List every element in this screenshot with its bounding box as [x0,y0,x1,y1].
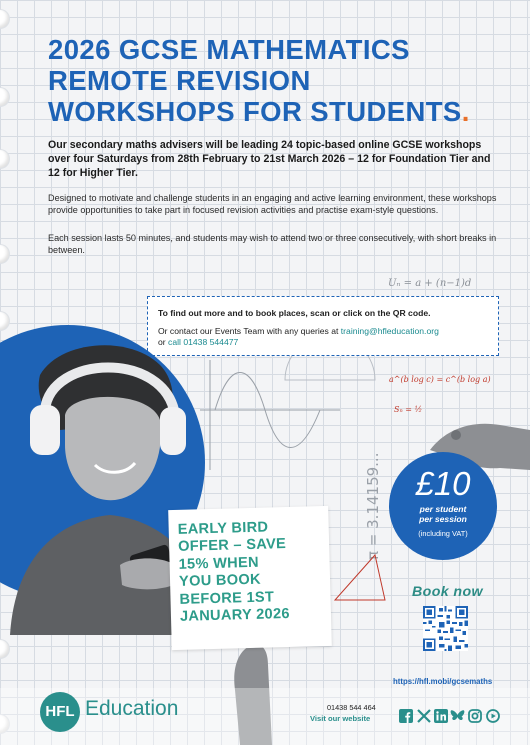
price-amount: £10 [415,465,471,502]
bluesky-icon[interactable] [450,708,465,723]
formula-sequence: Uₙ = a + (n−1)d [388,278,472,289]
instagram-icon[interactable] [467,708,482,723]
hfl-logo [40,692,80,732]
title-line: WORKSHOPS FOR STUDENTS [48,96,462,127]
price-vat: (including VAT) [418,529,468,538]
facebook-icon[interactable] [398,708,413,723]
lead-paragraph: Our secondary maths advisers will be leading 24 topic-based online GCSE workshops over four Saturdays from 28th February to 21st March 2026 – 12 for Foundation Tier and 12 for Higher Tier. [48,139,491,179]
offer-line: OFFER – SAVE [177,536,287,556]
qr-code[interactable] [423,606,468,651]
youtube-icon[interactable] [485,708,500,723]
book-now-heading: Book now [412,584,483,600]
early-bird-note [168,506,332,650]
session-paragraph: Each session lasts 50 minutes, and students may wish to attend two or three consecutively, with short breaks in between. [48,233,497,255]
price-per-session: per session [419,514,467,524]
offer-line: EARLY BIRD [177,519,269,538]
price-badge [389,452,497,560]
title-line: 2026 GCSE MATHEMATICS [48,34,410,65]
pi-note: π = 3.14159... [364,452,382,560]
offer-line: JANUARY 2026 [179,606,291,625]
x-icon[interactable] [416,708,431,723]
formula-log: a^(b log c) = c^(b log a) [389,375,491,384]
offer-line: BEFORE 1ST [179,589,275,608]
offer-line: 15% WHEN [178,554,260,573]
offer-line: YOU BOOK [178,571,262,591]
contact-or: or [158,337,166,347]
brand-name: Education [85,697,179,720]
triangle-sketch [335,555,385,600]
contact-prefix: Or contact our Events Team with any queries at [158,326,339,336]
sine-graph [200,360,340,470]
early-bird-text [178,518,331,626]
logo-text: HFL [45,703,75,720]
title-dot: . [461,96,470,127]
description-paragraph: Designed to motivate and challenge students in an engaging and active learning environment, these workshops provide opportunities to take part in focused revision activities and practise exam-style questions. [48,193,497,215]
info-line-book: To find out more and to book places, scan or click on the QR code. [158,308,431,318]
website-link[interactable]: Visit our website [310,714,371,723]
linkedin-icon[interactable] [433,708,448,723]
email-link[interactable]: training@hfleducation.org [340,326,439,336]
formula-sum: Sₙ = ½ [394,405,423,414]
booking-url-link[interactable]: https://hfl.mobi/gcsemaths [393,677,493,686]
phone-link[interactable]: call 01438 544477 [168,337,239,347]
price-per-student: per student [419,504,467,514]
title-line: REMOTE REVISION [48,65,311,96]
price-per [389,504,497,524]
footer-phone: 01438 544 464 [327,703,376,712]
